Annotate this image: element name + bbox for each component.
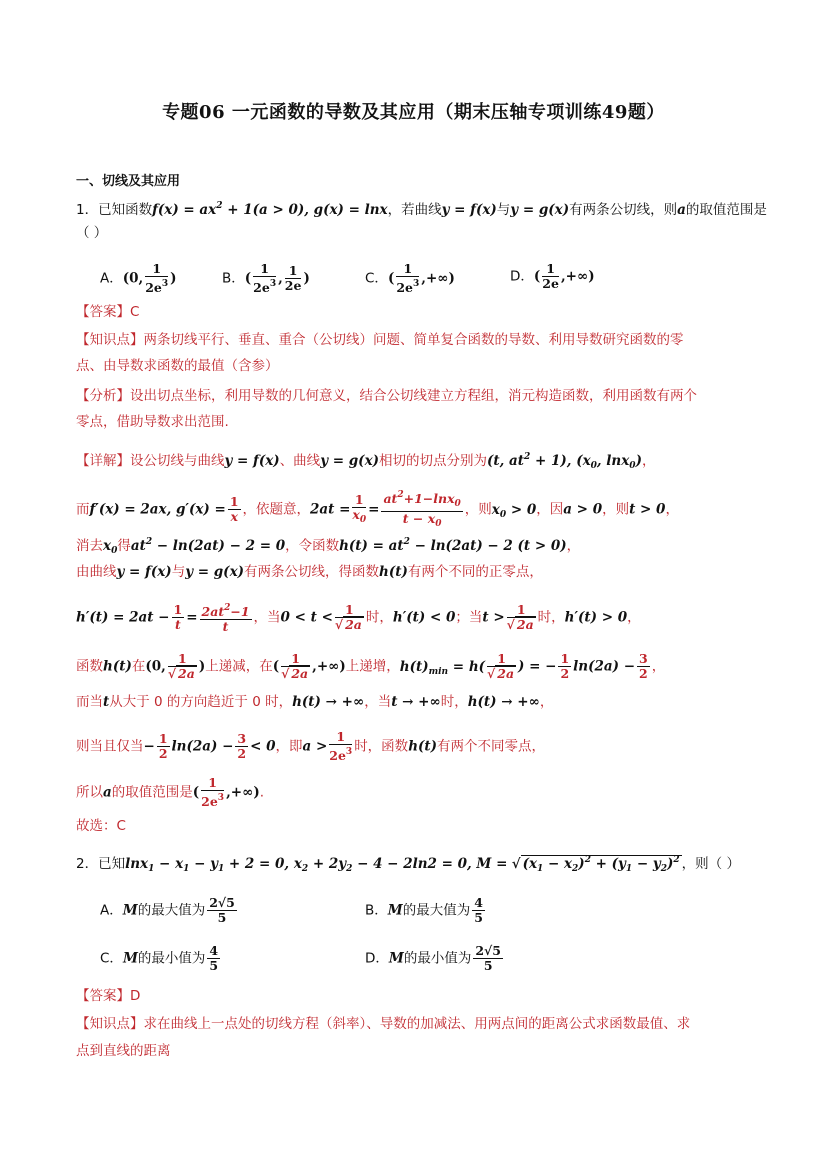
- q1-knowledge-line-1: 【知识点】两条切线平行、垂直、重合（公切线）问题、简单复合函数的导数、利用导数研究函数的零: [76, 332, 684, 348]
- q1-option-d[interactable]: D．( $\frac{1}{2e}$ ,+∞): [510, 261, 595, 291]
- q1-detail-line-9: 所以a的取值范围是( $\frac{1}{2e^3}$ ,+∞).: [76, 775, 265, 809]
- q2-option-c[interactable]: C．M的最小值为 $\frac{4}{5}$: [100, 943, 219, 973]
- q1-detail-line-6: 函数h(t)在(0, $\frac{1}{√ 2a}$ )上递减，在( $\frac{1}{√ 2a}$ ,+∞)上递增，$h(t)_{min} = h$( $\frac{1}{√ 2a}$ ) = − $\frac{1}{2}$ ln(2a) − $\frac{3}{2}$ ，: [76, 651, 666, 681]
- q2-option-d[interactable]: D．M的最小值为 $\frac{2√5}{5}$: [365, 943, 501, 973]
- q1-detail-line-2: 而f′(x) = 2ax, g′(x) = $\frac{1}{x}$ ，依题意，2at = $\frac{1}{x_0}$ = $\frac{at^2+1-\ln x_0}{t - x_0}$ ，则$x_0 > 0$，因a > 0，则t > 0，: [76, 490, 679, 529]
- section-heading: 一、切线及其应用: [76, 174, 181, 189]
- q1-detail-line-1: 【详解】设公切线与曲线y = f(x)、曲线y = g(x)相切的切点分别为(t, $at^2 + 1$), ($x_0$, lnx$_0$)，: [76, 452, 656, 471]
- q1-knowledge-line-2: 点、由导数求函数的最值（含参）: [76, 358, 279, 374]
- question-2-stem: 2．已知$\ln x_1 - x_1 - y_1 + 2 = 0$, $x_2 + 2y_2 - 4 - 2\ln 2 = 0$, M = √ $(x_1 - x_2)^2 + (y_1 - y_2)^2$ ，则（ ）: [76, 855, 740, 874]
- q1-analysis-line-1: 【分析】设出切点坐标，利用导数的几何意义，结合公切线建立方程组，消元构造函数，利用函数有两个: [76, 388, 697, 404]
- q2-knowledge-line-2: 点到直线的距离: [76, 1043, 171, 1059]
- q2-option-a[interactable]: A．M的最大值为 $\frac{2√5}{5}$: [100, 895, 235, 925]
- q1-answer: 【答案】C: [76, 304, 140, 320]
- q1-detail-line-7: 而当t从大于 0 的方向趋近于 0 时，h(t) → +∞，当t → +∞时，h(t) → +∞，: [76, 694, 554, 710]
- q1-detail-line-3: 消去$x_0$得$at^2 - \ln(2at) - 2 = 0$，令函数$h(t) = at^2 - \ln(2at) - 2$ (t > 0)，: [76, 537, 581, 556]
- q1-option-b[interactable]: B．( $\frac{1}{2e^3}$ , $\frac{1}{2e}$ ): [222, 261, 310, 295]
- q1-detail-line-4: 由曲线y = f(x)与y = g(x)有两条公切线，得函数h(t)有两个不同的正零点，: [76, 564, 543, 580]
- q2-knowledge-line-1: 【知识点】求在曲线上一点处的切线方程（斜率）、导数的加减法、用两点间的距离公式求函数最值、求: [76, 1016, 691, 1032]
- q2-option-b[interactable]: B．M的最大值为 $\frac{4}{5}$: [365, 895, 483, 925]
- q1-detail-line-5: h′(t) = 2at − $\frac{1}{t}$ = $\frac{2at^2-1}{t}$ ，当0 < t < $\frac{1}{√ 2a}$ 时，h′(t) < 0；当t > $\frac{1}{√ 2a}$ 时，h′(t) > 0，: [76, 602, 641, 634]
- q2-answer: 【答案】D: [76, 988, 141, 1004]
- q1-analysis-line-2: 零点，借助导数求出范围.: [76, 414, 229, 430]
- q1-option-a[interactable]: A．(0, $\frac{1}{2e^3}$ ): [100, 261, 177, 295]
- question-1-stem: 1．已知函数$f(x) = ax^2 + 1(a > 0)$, g(x) = lnx，若曲线y = f(x)与y = g(x)有两条公切线，则a的取值范围是: [76, 201, 767, 218]
- question-1-paren: （ ）: [76, 225, 108, 241]
- q1-detail-line-8: 则当且仅当− $\frac{1}{2}$ ln(2a) − $\frac{3}{2}$ < 0，即a > $\frac{1}{2e^3}$ 时，函数h(t)有两个不同零点，: [76, 729, 546, 763]
- page-title: 专题06 一元函数的导数及其应用（期末压轴专项训练49题）: [162, 102, 665, 123]
- q1-option-c[interactable]: C．( $\frac{1}{2e^3}$ ,+∞): [365, 261, 455, 295]
- q1-choice: 故选：C: [76, 818, 126, 834]
